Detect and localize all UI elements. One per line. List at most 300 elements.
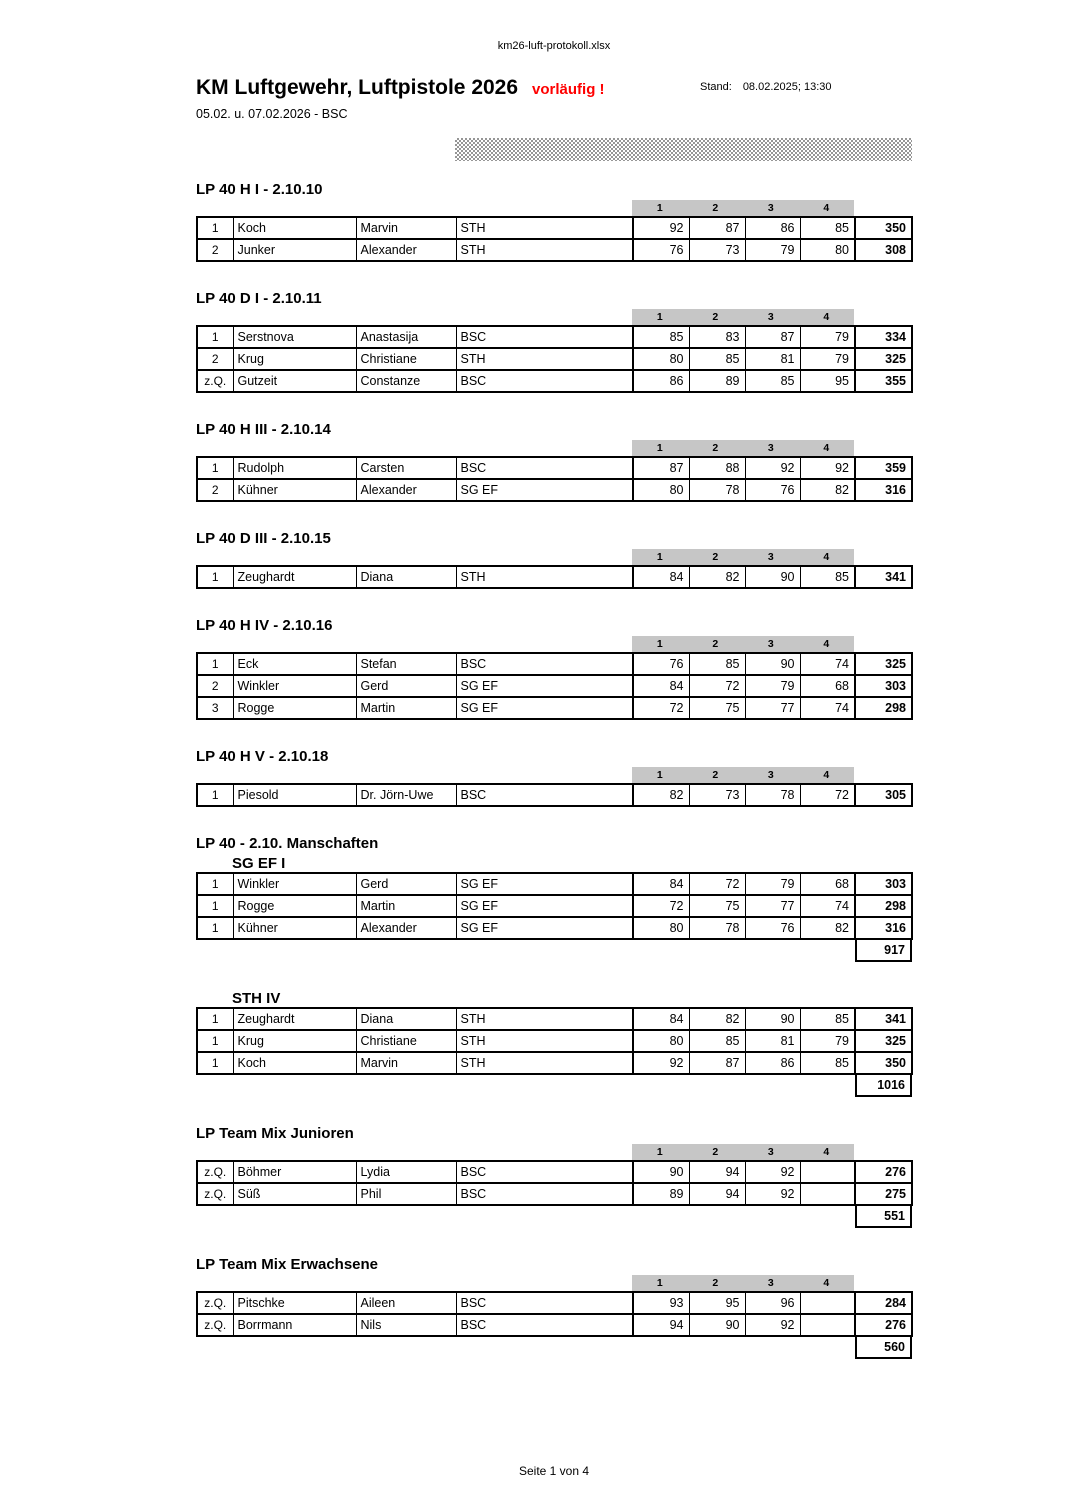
score-cell: 79	[745, 239, 800, 261]
score-cell	[800, 1292, 855, 1314]
last-name-cell: Böhmer	[233, 1161, 356, 1183]
section	[196, 182, 912, 262]
total-cell: 275	[855, 1183, 912, 1205]
total-cell: 303	[855, 873, 912, 895]
score-cell: 75	[689, 697, 745, 719]
team-total: 560	[855, 1335, 912, 1359]
last-name-cell: Krug	[233, 1030, 356, 1052]
table-row	[197, 917, 912, 939]
score-cell	[800, 1161, 855, 1183]
event-dates-subtitle: 05.02. u. 07.02.2026 - BSC	[196, 107, 348, 121]
rank-cell: 1	[211, 221, 219, 235]
table-row	[197, 697, 912, 719]
score-column-header	[632, 440, 854, 456]
team-name: STH IV	[232, 990, 281, 1007]
total-cell: 284	[855, 1292, 912, 1314]
table-row	[197, 1052, 912, 1074]
score-cell: 76	[633, 239, 689, 261]
club-cell: STH	[456, 1030, 633, 1052]
score-cell: 90	[745, 653, 800, 675]
first-name-cell: Christiane	[356, 1030, 456, 1052]
results-table	[196, 1160, 913, 1206]
score-header-cell: 4	[823, 1146, 830, 1158]
score-cell: 92	[745, 457, 800, 479]
last-name-cell: Winkler	[233, 873, 356, 895]
section-title: LP Team Mix Junioren	[196, 1125, 354, 1142]
score-cell: 85	[745, 370, 800, 392]
score-header-cell: 4	[823, 1277, 830, 1289]
score-cell: 90	[689, 1314, 745, 1336]
score-cell: 90	[745, 1008, 800, 1030]
score-cell: 92	[745, 1314, 800, 1336]
score-cell: 76	[745, 479, 800, 501]
score-header-cell: 3	[767, 1277, 774, 1289]
table-row	[197, 566, 912, 588]
score-cell: 82	[689, 566, 745, 588]
score-header-cell: 1	[656, 311, 663, 323]
score-column-header	[632, 636, 854, 652]
rank-cell: 1	[211, 877, 219, 891]
last-name-cell: Kühner	[233, 917, 356, 939]
last-name-cell: Krug	[233, 348, 356, 370]
score-cell: 80	[633, 1030, 689, 1052]
results-table	[196, 565, 913, 589]
first-name-cell: Aileen	[356, 1292, 456, 1314]
score-cell: 68	[800, 675, 855, 697]
first-name-cell: Diana	[356, 1008, 456, 1030]
score-header-cell: 1	[656, 769, 663, 781]
last-name-cell: Gutzeit	[233, 370, 356, 392]
score-header-cell: 1	[656, 1277, 663, 1289]
club-cell: SG EF	[456, 697, 633, 719]
score-header-cell: 2	[712, 1277, 719, 1289]
score-cell: 86	[633, 370, 689, 392]
last-name-cell: Rogge	[233, 697, 356, 719]
table-row	[197, 348, 912, 370]
document-filename: km26-luft-protokoll.xlsx	[497, 40, 611, 52]
club-cell: STH	[456, 1052, 633, 1074]
rank-cell: z.Q.	[197, 1314, 233, 1336]
score-cell: 92	[800, 457, 855, 479]
score-cell: 93	[633, 1292, 689, 1314]
club-cell: BSC	[456, 457, 633, 479]
last-name-cell: Koch	[233, 1052, 356, 1074]
club-cell: STH	[456, 239, 633, 261]
club-cell: BSC	[456, 653, 633, 675]
score-cell: 68	[800, 873, 855, 895]
table-row	[197, 895, 912, 917]
title-row	[196, 76, 912, 104]
results-table	[196, 652, 913, 720]
total-cell: 350	[855, 1052, 912, 1074]
club-cell: BSC	[456, 326, 633, 348]
section	[196, 1126, 912, 1228]
score-cell: 84	[633, 675, 689, 697]
score-header-cell: 1	[656, 442, 663, 454]
status-note: vorläufig !	[532, 81, 605, 98]
score-cell: 92	[745, 1183, 800, 1205]
first-name-cell: Lydia	[356, 1161, 456, 1183]
score-header-cell: 2	[712, 311, 719, 323]
rank-cell: 1	[197, 895, 233, 917]
score-cell: 88	[689, 457, 745, 479]
score-cell: 82	[633, 784, 689, 806]
club-cell: STH	[456, 1008, 633, 1030]
score-cell: 87	[689, 1052, 745, 1074]
table-row	[197, 1008, 912, 1030]
score-cell: 73	[689, 239, 745, 261]
score-cell: 87	[689, 217, 745, 239]
score-cell: 78	[689, 917, 745, 939]
total-cell: 325	[855, 348, 912, 370]
score-cell: 77	[745, 697, 800, 719]
first-name-cell: Alexander	[356, 239, 456, 261]
score-header-cell: 2	[712, 442, 719, 454]
score-cell: 80	[633, 479, 689, 501]
score-cell: 74	[800, 697, 855, 719]
table-row	[197, 675, 912, 697]
score-cell: 85	[689, 348, 745, 370]
score-cell: 92	[633, 217, 689, 239]
last-name-cell: Zeughardt	[233, 566, 356, 588]
page-content	[196, 0, 912, 1359]
table-row	[197, 873, 912, 895]
rank-cell: 2	[197, 348, 233, 370]
last-name-cell: Koch	[233, 217, 356, 239]
club-cell: SG EF	[456, 917, 633, 939]
club-cell: BSC	[456, 1161, 633, 1183]
score-cell: 89	[689, 370, 745, 392]
section	[196, 422, 912, 502]
first-name-cell: Stefan	[356, 653, 456, 675]
score-cell: 72	[633, 697, 689, 719]
section	[196, 991, 912, 1097]
total-cell: 298	[855, 895, 912, 917]
table-row	[197, 217, 912, 239]
score-column-header	[632, 309, 854, 325]
section-title: LP 40 D I - 2.10.11	[196, 290, 322, 307]
club-cell: SG EF	[456, 873, 633, 895]
rank-cell: 1	[211, 657, 219, 671]
first-name-cell: Marvin	[356, 1052, 456, 1074]
rank-cell: 1	[197, 1052, 233, 1074]
rank-cell: 1	[211, 570, 219, 584]
score-cell: 80	[633, 348, 689, 370]
score-header-cell: 3	[767, 551, 774, 563]
score-header-cell: 2	[712, 769, 719, 781]
score-header-cell: 2	[712, 202, 719, 214]
team-name: SG EF I	[232, 855, 286, 872]
last-name-cell: Piesold	[233, 784, 356, 806]
first-name-cell: Martin	[356, 697, 456, 719]
score-cell: 84	[633, 566, 689, 588]
score-header-cell: 1	[656, 551, 663, 563]
score-cell: 79	[800, 326, 855, 348]
score-header-cell: 1	[656, 1146, 663, 1158]
score-header-cell: 3	[767, 638, 774, 650]
score-column-header	[632, 1275, 854, 1291]
score-header-cell: 3	[767, 202, 774, 214]
score-header-cell: 3	[767, 1146, 774, 1158]
score-cell: 78	[689, 479, 745, 501]
results-table	[196, 1291, 913, 1337]
first-name-cell: Constanze	[356, 370, 456, 392]
rank-cell: 1	[197, 917, 233, 939]
score-cell: 81	[745, 1030, 800, 1052]
score-cell: 85	[800, 1052, 855, 1074]
score-cell: 73	[689, 784, 745, 806]
score-cell: 84	[633, 873, 689, 895]
last-name-cell: Süß	[233, 1183, 356, 1205]
results-table	[196, 456, 913, 502]
results-table	[196, 1007, 913, 1075]
score-cell: 92	[745, 1161, 800, 1183]
score-column-header	[632, 767, 854, 783]
rank-cell: 1	[197, 1030, 233, 1052]
club-cell: SG EF	[456, 895, 633, 917]
score-cell: 74	[800, 653, 855, 675]
total-cell: 350	[855, 217, 912, 239]
score-header-cell: 1	[656, 638, 663, 650]
table-row	[197, 1030, 912, 1052]
first-name-cell: Gerd	[356, 675, 456, 697]
table-row	[197, 239, 912, 261]
stand-info	[700, 81, 832, 93]
table-row	[197, 479, 912, 501]
club-cell: STH	[456, 566, 633, 588]
score-cell: 79	[800, 348, 855, 370]
last-name-cell: Rogge	[233, 895, 356, 917]
score-cell: 72	[800, 784, 855, 806]
rank-cell: 1	[211, 330, 219, 344]
first-name-cell: Alexander	[356, 479, 456, 501]
rank-cell: 3	[197, 697, 233, 719]
total-cell: 276	[855, 1314, 912, 1336]
score-header-cell: 4	[823, 202, 830, 214]
score-cell: 80	[633, 917, 689, 939]
last-name-cell: Serstnova	[233, 326, 356, 348]
score-cell: 90	[633, 1161, 689, 1183]
score-header-cell: 2	[712, 551, 719, 563]
score-header-cell: 2	[712, 638, 719, 650]
score-header-cell: 2	[712, 1146, 719, 1158]
score-header-cell: 4	[823, 638, 830, 650]
section	[196, 531, 912, 589]
score-cell: 76	[633, 653, 689, 675]
total-cell: 325	[855, 1030, 912, 1052]
score-cell: 92	[633, 1052, 689, 1074]
score-cell: 81	[745, 348, 800, 370]
score-cell: 72	[633, 895, 689, 917]
club-cell: BSC	[456, 1314, 633, 1336]
rank-cell: z.Q.	[204, 1296, 227, 1310]
total-cell: 359	[855, 457, 912, 479]
score-cell: 72	[689, 675, 745, 697]
section	[196, 749, 912, 807]
sections	[196, 182, 912, 1359]
score-cell: 75	[689, 895, 745, 917]
score-cell: 87	[633, 457, 689, 479]
score-cell: 86	[745, 1052, 800, 1074]
total-cell: 298	[855, 697, 912, 719]
score-cell: 80	[800, 239, 855, 261]
score-cell: 94	[689, 1161, 745, 1183]
results-table	[196, 325, 913, 393]
score-cell: 85	[800, 217, 855, 239]
score-cell: 95	[800, 370, 855, 392]
table-row	[197, 326, 912, 348]
page-title: KM Luftgewehr, Luftpistole 2026	[196, 76, 519, 99]
score-cell: 85	[689, 653, 745, 675]
total-cell: 305	[855, 784, 912, 806]
last-name-cell: Borrmann	[233, 1314, 356, 1336]
stand-value: 08.02.2025; 13:30	[742, 81, 832, 93]
rank-cell: 2	[197, 479, 233, 501]
table-row	[197, 653, 912, 675]
club-cell: BSC	[456, 1183, 633, 1205]
club-cell: SG EF	[456, 479, 633, 501]
table-row	[197, 1183, 912, 1205]
score-cell: 84	[633, 1008, 689, 1030]
rank-cell: z.Q.	[204, 1165, 227, 1179]
first-name-cell: Gerd	[356, 873, 456, 895]
score-cell: 83	[689, 326, 745, 348]
score-cell: 94	[633, 1314, 689, 1336]
team-total: 551	[855, 1204, 912, 1228]
total-cell: 334	[855, 326, 912, 348]
section-title: LP 40 H I - 2.10.10	[196, 181, 323, 198]
last-name-cell: Junker	[233, 239, 356, 261]
score-header-cell: 4	[823, 769, 830, 781]
first-name-cell: Martin	[356, 895, 456, 917]
club-cell: BSC	[456, 370, 633, 392]
first-name-cell: Phil	[356, 1183, 456, 1205]
score-cell: 82	[800, 917, 855, 939]
table-row	[197, 1314, 912, 1336]
score-header-cell: 3	[767, 769, 774, 781]
section-title: LP 40 H III - 2.10.14	[196, 421, 331, 438]
last-name-cell: Winkler	[233, 675, 356, 697]
score-cell: 85	[689, 1030, 745, 1052]
last-name-cell: Zeughardt	[233, 1008, 356, 1030]
total-cell: 355	[855, 370, 912, 392]
score-cell: 95	[689, 1292, 745, 1314]
first-name-cell: Christiane	[356, 348, 456, 370]
section-title: LP 40 D III - 2.10.15	[196, 530, 331, 547]
total-cell: 316	[855, 917, 912, 939]
club-cell: BSC	[456, 1292, 633, 1314]
section	[196, 1257, 912, 1359]
last-name-cell: Kühner	[233, 479, 356, 501]
last-name-cell: Pitschke	[233, 1292, 356, 1314]
score-column-header	[632, 549, 854, 565]
club-cell: STH	[456, 217, 633, 239]
total-cell: 325	[855, 653, 912, 675]
first-name-cell: Diana	[356, 566, 456, 588]
first-name-cell: Carsten	[356, 457, 456, 479]
score-cell	[800, 1314, 855, 1336]
total-cell: 341	[855, 1008, 912, 1030]
total-cell: 341	[855, 566, 912, 588]
score-header-cell: 3	[767, 311, 774, 323]
last-name-cell: Rudolph	[233, 457, 356, 479]
first-name-cell: Dr. Jörn-Uwe	[356, 784, 456, 806]
rank-cell: 1	[211, 461, 219, 475]
score-cell: 85	[800, 566, 855, 588]
score-cell: 86	[745, 217, 800, 239]
table-row	[197, 370, 912, 392]
score-header-cell: 4	[823, 442, 830, 454]
rank-cell: z.Q.	[197, 370, 233, 392]
club-cell: STH	[456, 348, 633, 370]
rank-cell: 1	[211, 788, 219, 802]
hatched-separator-bar	[455, 138, 912, 161]
rank-cell: 2	[197, 239, 233, 261]
score-cell: 94	[689, 1183, 745, 1205]
score-cell: 79	[745, 675, 800, 697]
score-cell: 82	[689, 1008, 745, 1030]
section-title: LP 40 H V - 2.10.18	[196, 748, 329, 765]
score-cell: 96	[745, 1292, 800, 1314]
results-table	[196, 216, 913, 262]
team-total: 917	[855, 938, 912, 962]
rank-cell: z.Q.	[197, 1183, 233, 1205]
club-cell: BSC	[456, 784, 633, 806]
results-table	[196, 783, 913, 807]
club-cell: SG EF	[456, 675, 633, 697]
score-cell	[800, 1183, 855, 1205]
section	[196, 618, 912, 720]
score-cell: 87	[745, 326, 800, 348]
total-cell: 303	[855, 675, 912, 697]
first-name-cell: Alexander	[356, 917, 456, 939]
score-cell: 72	[689, 873, 745, 895]
section	[196, 291, 912, 393]
score-column-header	[632, 1144, 854, 1160]
score-cell: 74	[800, 895, 855, 917]
score-header-cell: 4	[823, 551, 830, 563]
score-header-cell: 3	[767, 442, 774, 454]
score-cell: 85	[633, 326, 689, 348]
table-row	[197, 1161, 912, 1183]
table-row	[197, 784, 912, 806]
score-cell: 89	[633, 1183, 689, 1205]
score-column-header	[632, 200, 854, 216]
total-cell: 308	[855, 239, 912, 261]
total-cell: 316	[855, 479, 912, 501]
score-header-cell: 4	[823, 311, 830, 323]
last-name-cell: Eck	[233, 653, 356, 675]
table-row	[197, 1292, 912, 1314]
section-title: LP Team Mix Erwachsene	[196, 1256, 379, 1273]
score-cell: 82	[800, 479, 855, 501]
score-header-cell: 1	[656, 202, 663, 214]
first-name-cell: Marvin	[356, 217, 456, 239]
first-name-cell: Nils	[356, 1314, 456, 1336]
score-cell: 78	[745, 784, 800, 806]
score-cell: 90	[745, 566, 800, 588]
section-title: LP 40 H IV - 2.10.16	[196, 617, 333, 634]
results-table	[196, 872, 913, 940]
first-name-cell: Anastasija	[356, 326, 456, 348]
page-number-footer: Seite 1 von 4	[518, 1464, 590, 1478]
rank-cell: 1	[211, 1012, 219, 1026]
stand-label: Stand:	[700, 81, 732, 93]
table-row	[197, 457, 912, 479]
score-cell: 76	[745, 917, 800, 939]
score-cell: 79	[745, 873, 800, 895]
total-cell: 276	[855, 1161, 912, 1183]
